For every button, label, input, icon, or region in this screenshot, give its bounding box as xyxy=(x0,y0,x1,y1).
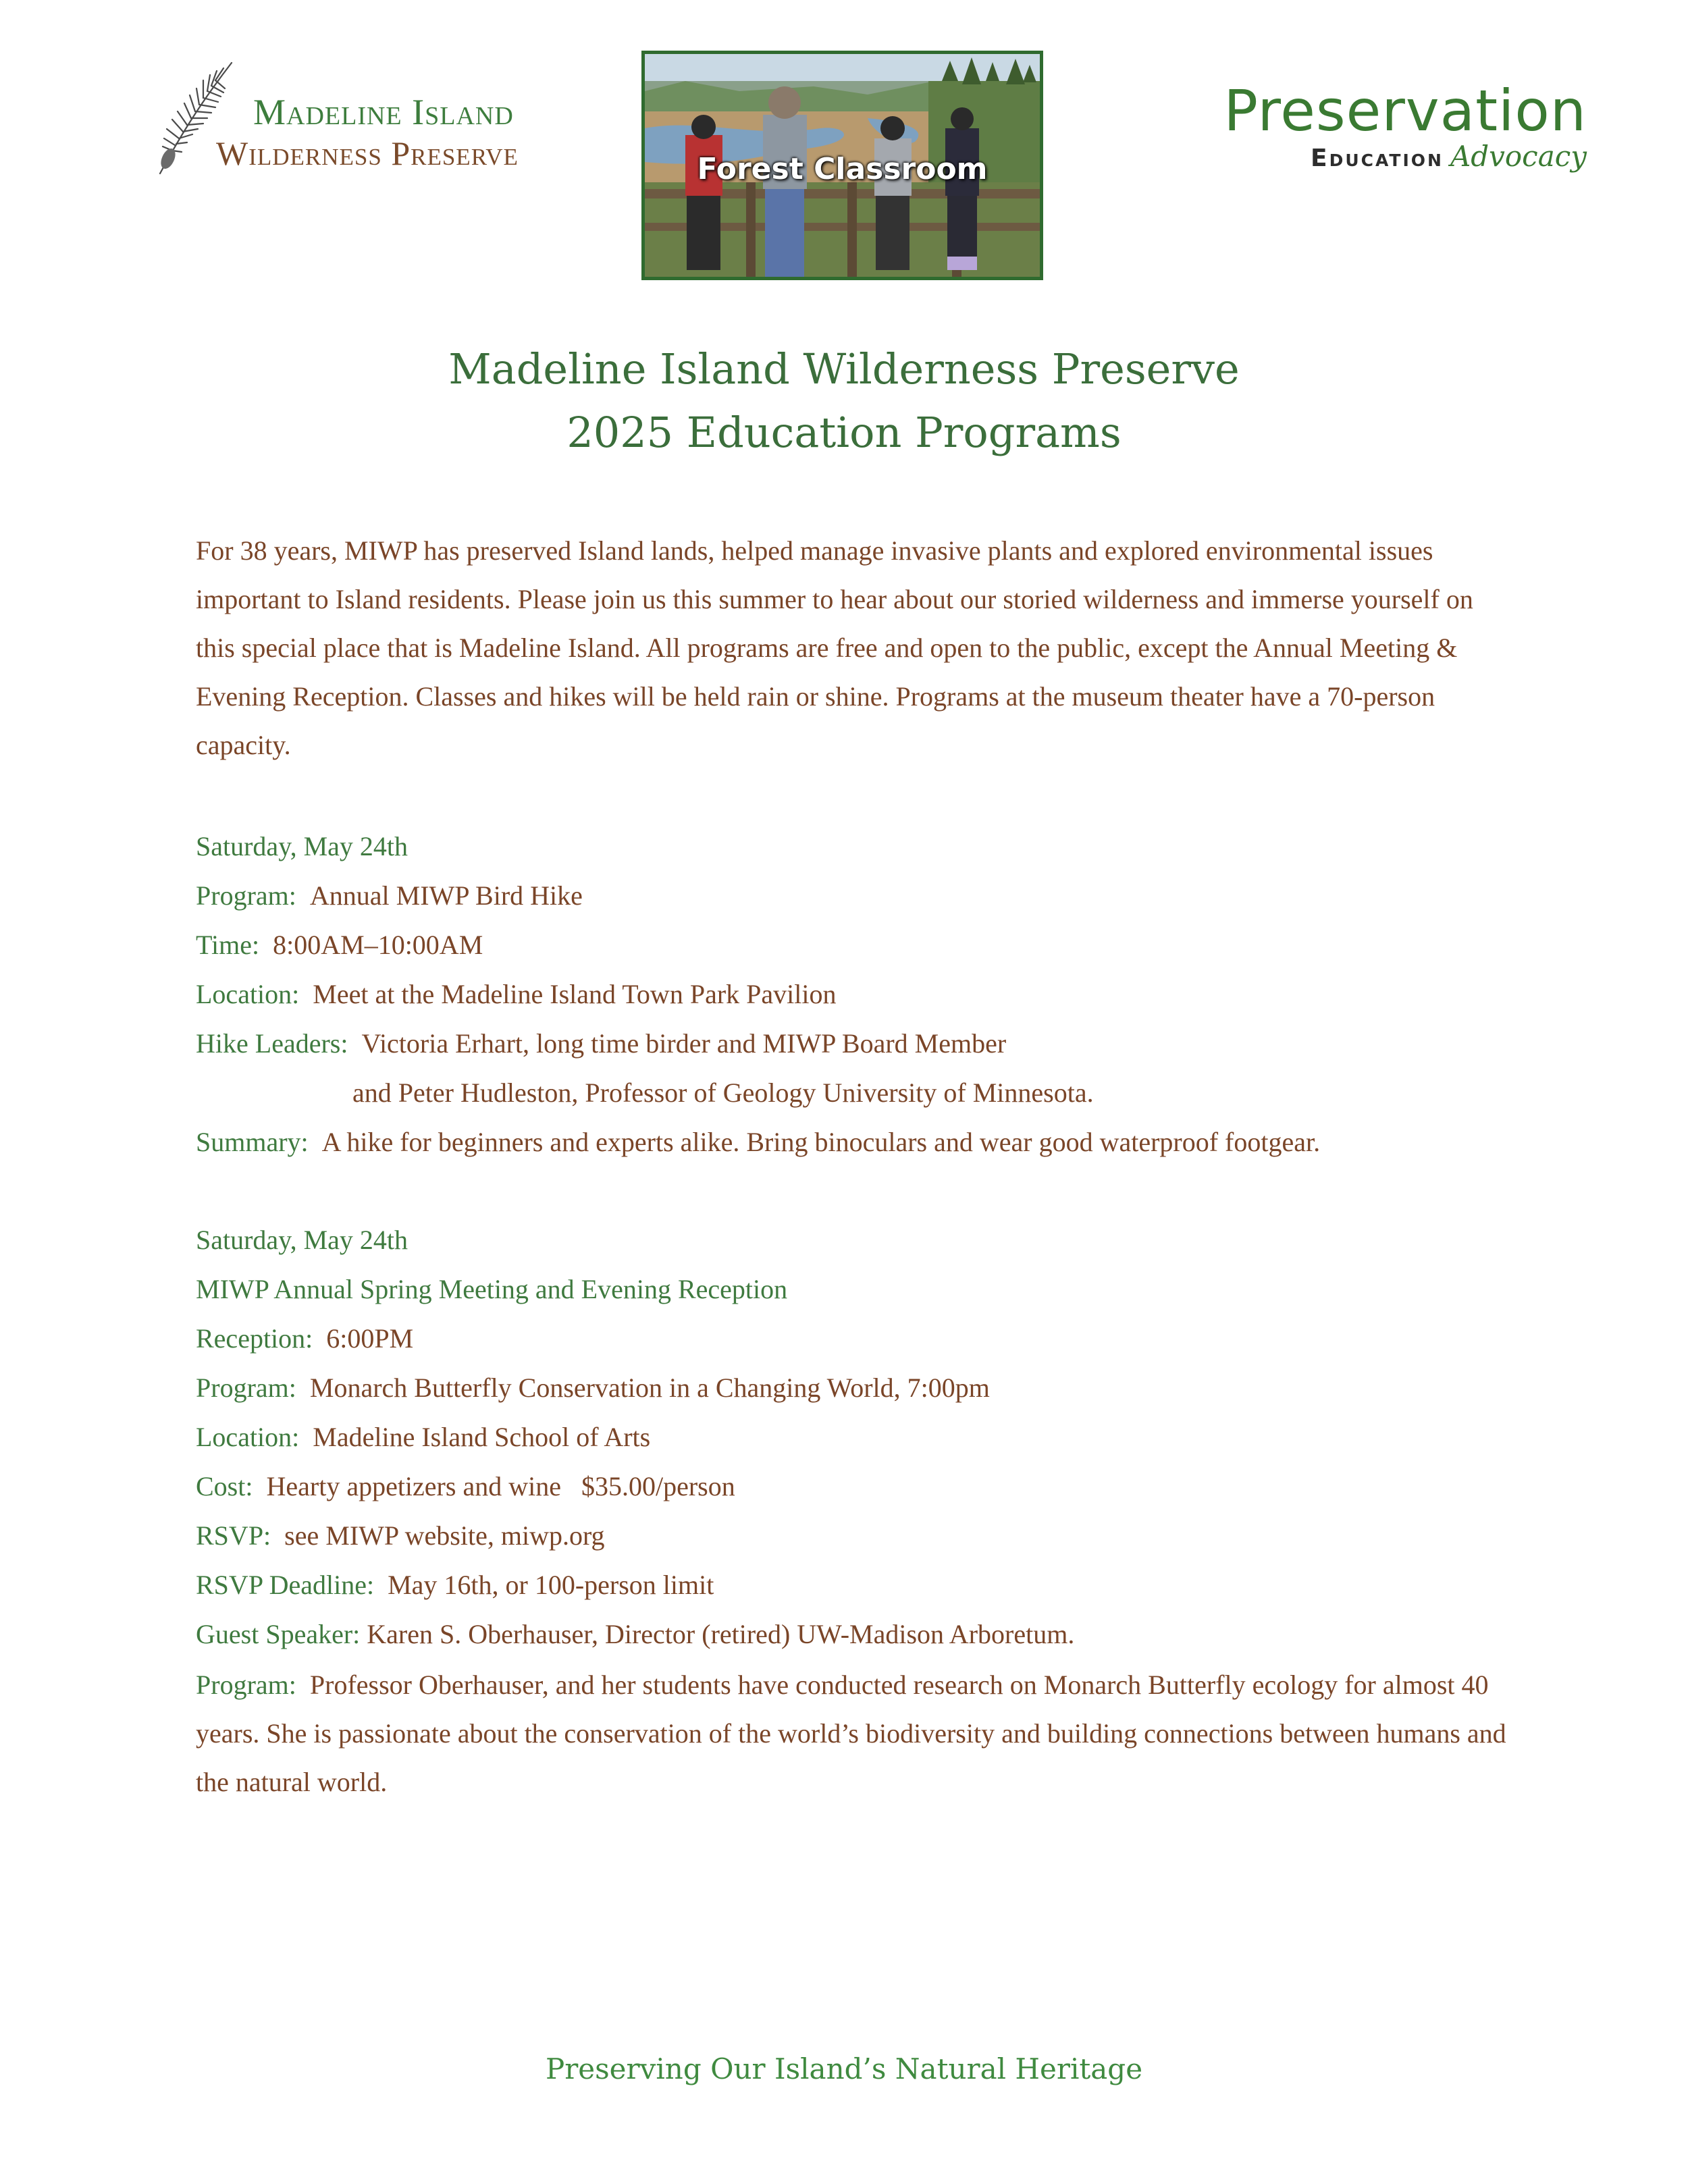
event2-rsvp-row xyxy=(196,1520,605,1551)
event2-reception-row xyxy=(196,1323,413,1354)
event2-title: MIWP Annual Spring Meeting and Evening Reception xyxy=(196,1274,788,1304)
event2-speaker-label: Guest Speaker: xyxy=(196,1619,361,1649)
event2-location-label: Location: xyxy=(196,1422,300,1452)
event2-speaker: Karen S. Oberhauser, Director (retired) UW-Madison Arboretum. xyxy=(367,1619,1075,1649)
event2-description-row xyxy=(196,1661,1512,1807)
event2-cost-label: Cost: xyxy=(196,1471,253,1501)
event1-program: Annual MIWP Bird Hike xyxy=(309,880,583,911)
event2-program: Monarch Butterfly Conservation in a Changing World, 7:00pm xyxy=(309,1373,990,1403)
event1-summary-label: Summary: xyxy=(196,1127,309,1157)
preservation-logo xyxy=(1223,78,1587,179)
logo-right-advocacy: Advocacy xyxy=(1450,140,1587,173)
event2-rsvp: see MIWP website, miwp.org xyxy=(284,1520,605,1551)
event2-deadline-label: RSVP Deadline: xyxy=(196,1570,375,1600)
logo-right-line1: Preservation xyxy=(1223,78,1587,144)
event2-rsvp-label: RSVP: xyxy=(196,1520,271,1551)
event2-reception: 6:00PM xyxy=(326,1323,414,1354)
event1-location-label: Location: xyxy=(196,979,300,1009)
event2-cost: Hearty appetizers and wine $35.00/person xyxy=(266,1471,735,1501)
event1-leaders-label: Hike Leaders: xyxy=(196,1028,348,1059)
event1-program-label: Program: xyxy=(196,880,296,911)
event1-location-row xyxy=(196,978,836,1010)
event2-description: Professor Oberhauser, and her students have conducted research on Monarch Butterfly ecology for almost 40 years. She is passionate about the conservation of the world’s biodiversity and building connections between humans and the natural world. xyxy=(196,1670,1506,1797)
event2-reception-label: Reception: xyxy=(196,1323,313,1354)
logo-left-line1: Madeline Island xyxy=(253,92,514,132)
event1-summary-row xyxy=(196,1126,1320,1158)
event1-time: 8:00AM–10:00AM xyxy=(273,930,483,960)
event1-leaders-line1: Victoria Erhart, long time birder and MIWP Board Member xyxy=(361,1028,1007,1059)
intro-paragraph: For 38 years, MIWP has preserved Island lands, helped manage invasive plants and explored environmental issues important to Island residents. Please join us this summer to hear about our storied wilderness and immerse yourself on this special place that is Madeline Island. All programs are free and open to the public, except the Annual Meeting & Evening Reception. Classes and hikes will be held rain or shine. Programs at the museum theater have a 70-person capacity. xyxy=(196,535,1473,760)
event1-time-row xyxy=(196,929,483,961)
miwp-logo xyxy=(152,57,604,179)
event2-cost-row xyxy=(196,1470,735,1502)
event2-date: Saturday, May 24th xyxy=(196,1225,408,1255)
page-title: Madeline Island Wilderness Preserve xyxy=(448,344,1240,394)
event2-location: Madeline Island School of Arts xyxy=(313,1422,651,1452)
event1-location: Meet at the Madeline Island Town Park Pavilion xyxy=(313,979,837,1009)
event1-leaders-line2: and Peter Hudleston, Professor of Geology University of Minnesota. xyxy=(352,1077,1094,1108)
event1-program-row xyxy=(196,880,583,911)
event1-time-label: Time: xyxy=(196,930,260,960)
forest-classroom-photo xyxy=(641,51,1043,280)
event1-summary: A hike for beginners and experts alike. Bring binoculars and wear good waterproof footgear. xyxy=(321,1127,1321,1157)
event2-speaker-row xyxy=(196,1618,1074,1650)
event1-leaders-row xyxy=(196,1028,1006,1059)
footer-tagline: Preserving Our Island’s Natural Heritage xyxy=(545,2052,1143,2085)
logo-right-line2 xyxy=(1311,140,1587,173)
photo-caption: Forest Classroom xyxy=(697,152,988,186)
logo-right-education: Education xyxy=(1311,144,1444,172)
event2-program-row xyxy=(196,1372,990,1404)
event2-program-label: Program: xyxy=(196,1373,296,1403)
event2-deadline-row xyxy=(196,1569,714,1601)
page-subtitle: 2025 Education Programs xyxy=(566,408,1122,457)
event2-deadline: May 16th, or 100-person limit xyxy=(388,1570,714,1600)
event1-date: Saturday, May 24th xyxy=(196,831,408,861)
event2-location-row xyxy=(196,1421,650,1453)
logo-left-line2: Wilderness Preserve xyxy=(216,134,519,172)
event2-description-label: Program: xyxy=(196,1670,296,1700)
